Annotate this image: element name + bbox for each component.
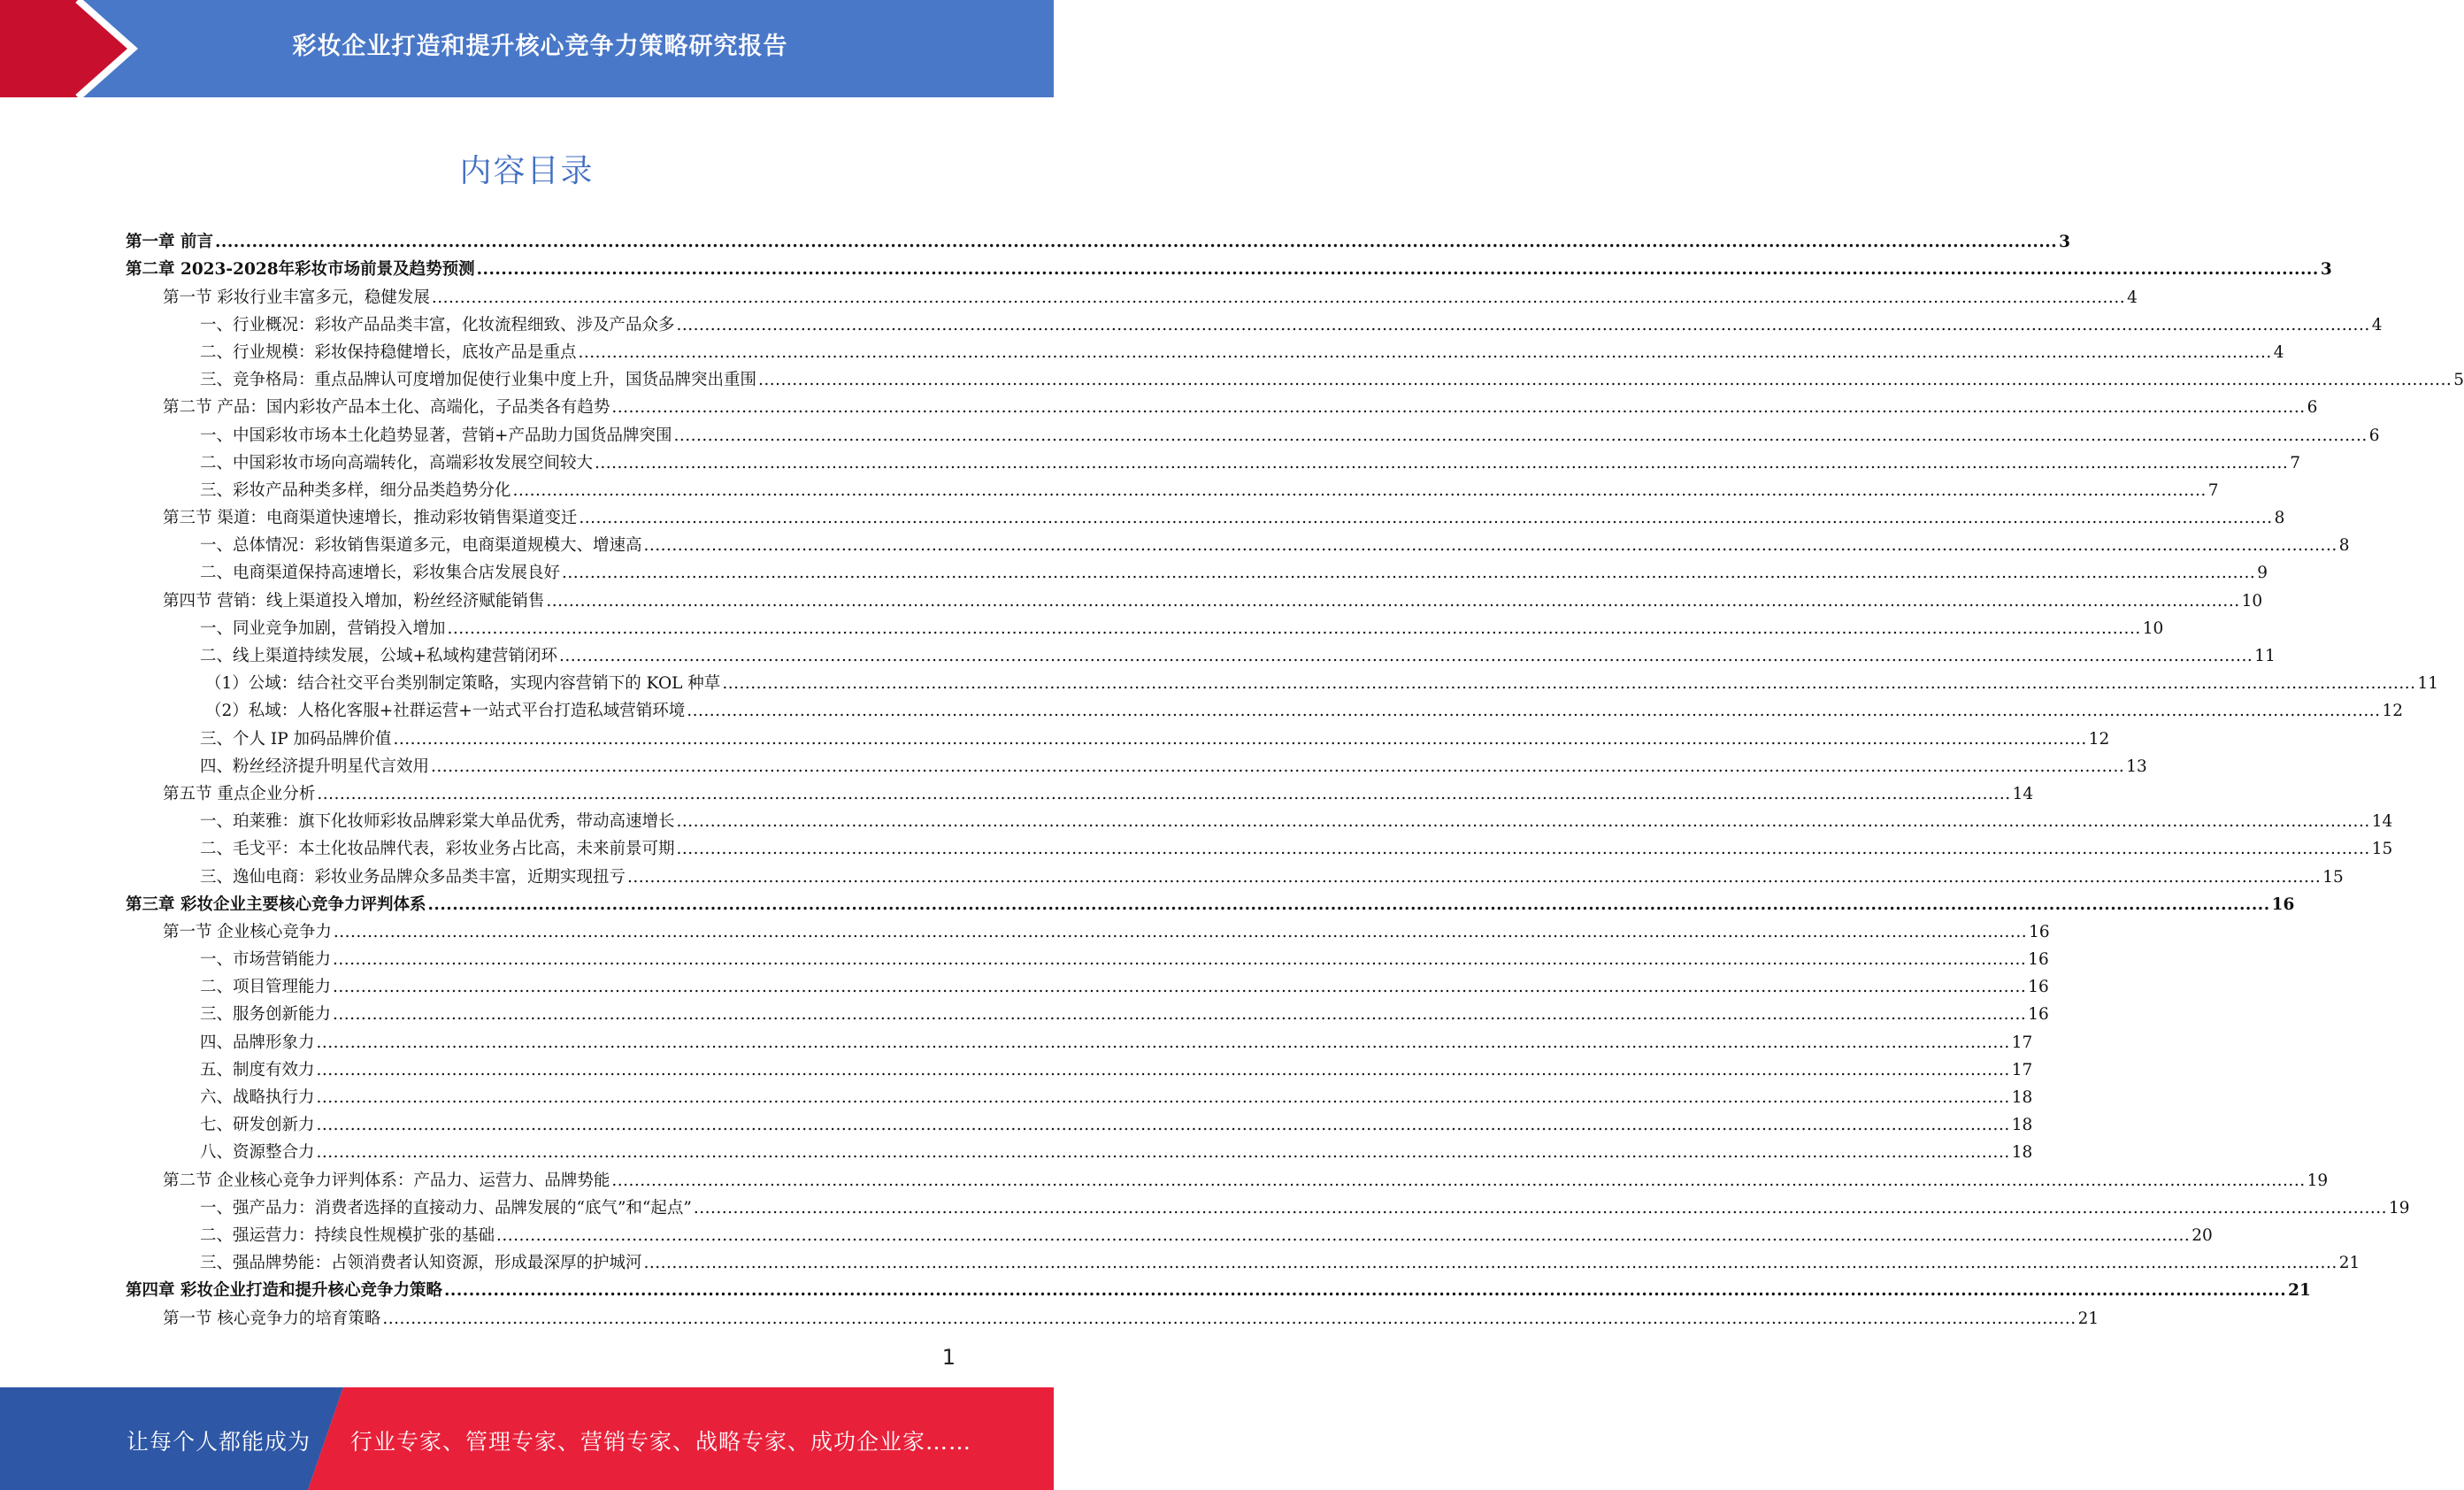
toc-entry-page: 5 [2453, 371, 2464, 390]
toc-entry-title: 四、粉丝经济提升明星代言效用 [200, 757, 430, 776]
toc-entry-title: 第三章 彩妆企业主要核心竞争力评判体系 [126, 895, 426, 914]
toc-leader-dots: ............................................................................................................................................................................................................................................................................................................ [316, 1060, 2010, 1079]
page-number: 1 [941, 1345, 956, 1370]
toc-entry-title: 一、总体情况：彩妆销售渠道多元，电商渠道规模大、增速高 [200, 536, 642, 556]
toc-entry-title: 二、强运营力：持续良性规模扩张的基础 [200, 1225, 495, 1245]
toc-leader-dots: ............................................................................................................................................................................................................................................................................................................ [693, 1198, 2388, 1217]
toc-entry[interactable] [126, 1108, 2033, 1135]
toc-entry-title: 四、品牌形象力 [200, 1033, 315, 1052]
toc-entry[interactable] [126, 280, 2138, 307]
toc-leader-dots: ............................................................................................................................................................................................................................................................................................................ [676, 812, 2370, 832]
toc-entry[interactable] [126, 363, 2464, 390]
toc-entry-page: 9 [2257, 564, 2268, 583]
toc-entry-title: 二、中国彩妆市场向高端转化，高端彩妆发展空间较大 [200, 453, 594, 472]
toc-leader-dots: ............................................................................................................................................................................................................................................................................................................ [627, 867, 2322, 887]
toc-entry[interactable] [126, 777, 2034, 804]
toc-leader-dots: ............................................................................................................................................................................................................................................................................................................ [333, 922, 2028, 941]
toc-entry-title: 三、个人 IP 加码品牌价值 [200, 729, 392, 749]
toc-leader-dots: ............................................................................................................................................................................................................................................................................................................ [579, 509, 2273, 528]
toc-entry[interactable] [126, 308, 2383, 335]
toc-entry-title: 一、市场营销能力 [200, 950, 332, 970]
toc-entry-page: 16 [2028, 950, 2049, 970]
toc-entry[interactable] [126, 583, 2263, 611]
toc-entry[interactable] [126, 859, 2344, 887]
toc-entry-page: 15 [2322, 867, 2344, 887]
toc-entry-title: 七、研发创新力 [200, 1116, 315, 1135]
toc-entry-title: 三、强品牌势能：占领消费者认知资源，形成最深厚的护城河 [200, 1254, 642, 1273]
toc-entry-page: 16 [2028, 1005, 2049, 1025]
toc-entry-title: 二、电商渠道保持高速增长，彩妆集合店发展良好 [200, 564, 561, 583]
toc-entry[interactable] [126, 721, 2110, 749]
toc-entry[interactable] [126, 942, 2049, 970]
toc-entry-title: 二、行业规模：彩妆保持稳健增长，底妆产品是重点 [200, 342, 577, 362]
toc-entry-page: 8 [2338, 536, 2350, 556]
toc-leader-dots: ............................................................................................................................................................................................................................................................................................................ [333, 1005, 2027, 1025]
toc-entry-title: 第四章 彩妆企业打造和提升核心竞争力策略 [126, 1281, 442, 1301]
toc-leader-dots: ............................................................................................................................................................................................................................................................................................................ [333, 950, 2027, 970]
toc-leader-dots: ............................................................................................................................................................................................................................................................................................................ [431, 757, 2125, 776]
toc-entry-page: 17 [2011, 1033, 2033, 1052]
toc-entry[interactable] [126, 390, 2318, 418]
toc-entry[interactable] [126, 225, 2071, 252]
toc-entry-title: 第五节 重点企业分析 [163, 784, 316, 803]
toc-entry[interactable] [126, 1025, 2033, 1052]
toc-leader-dots: ............................................................................................................................................................................................................................................................................................................ [562, 564, 2256, 583]
toc-leader-dots: ............................................................................................................................................................................................................................................................................................................ [447, 618, 2141, 638]
toc-entry-page: 10 [2241, 591, 2263, 611]
toc-entry-page: 21 [2077, 1309, 2099, 1328]
toc-leader-dots: ............................................................................................................................................................................................................................................................................................................ [496, 1225, 2191, 1245]
toc-entry[interactable] [126, 804, 2393, 832]
toc-entry[interactable] [126, 1246, 2360, 1273]
toc-leader-dots: ............................................................................................................................................................................................................................................................................................................ [333, 978, 2027, 997]
toc-entry-title: 第一节 企业核心竞争力 [163, 922, 332, 941]
toc-entry-title: 三、彩妆产品种类多样，细分品类趋势分化 [200, 480, 511, 500]
toc-leader-dots: ............................................................................................................................................................................................................................................................................................................ [546, 591, 2240, 611]
toc-entry[interactable] [126, 501, 2285, 528]
toc-entry-page: 6 [2368, 426, 2380, 445]
toc-entry-page: 18 [2011, 1143, 2033, 1163]
toc-entry-page: 18 [2011, 1116, 2033, 1135]
toc-entry-page: 21 [2338, 1254, 2360, 1273]
toc-entry[interactable] [126, 1301, 2099, 1328]
toc-entry[interactable] [126, 915, 2050, 942]
toc-entry-page: 13 [2126, 757, 2147, 776]
toc-entry-page: 7 [2207, 480, 2219, 500]
toc-entry[interactable] [126, 694, 2404, 721]
toc-entry-title: 第二节 产品：国内彩妆产品本土化、高端化，子品类各有趋势 [163, 398, 610, 418]
toc-entry[interactable] [126, 473, 2219, 501]
toc-entry-title: 第二章 2023-2028年彩妆市场前景及趋势预测 [126, 260, 475, 280]
toc-leader-dots: ............................................................................................................................................................................................................................................................................................................ [316, 1143, 2010, 1163]
table-of-contents [126, 225, 2464, 1329]
toc-leader-dots: ............................................................................................................................................................................................................................................................................................................ [316, 1116, 2010, 1135]
toc-entry-title: 第一章 前言 [126, 233, 213, 252]
toc-entry-page: 3 [2320, 260, 2332, 280]
toc-entry-page: 18 [2011, 1088, 2033, 1107]
toc-entry-title: 一、强产品力：消费者选择的直接动力、品牌发展的“底气”和“起点” [200, 1198, 692, 1217]
toc-leader-dots: ............................................................................................................................................................................................................................................................................................................ [382, 1309, 2076, 1328]
toc-entry[interactable] [126, 556, 2268, 583]
toc-entry-page: 11 [2254, 647, 2276, 665]
toc-entry[interactable] [126, 1135, 2033, 1163]
page-header [0, 0, 1054, 97]
toc-leader-dots: ............................................................................................................................................................................................................................................................................................................ [595, 453, 2289, 472]
toc-leader-dots: ............................................................................................................................................................................................................................................................................................................ [427, 895, 2270, 914]
toc-leader-dots: ............................................................................................................................................................................................................................................................................................................ [214, 233, 2058, 252]
toc-entry[interactable] [126, 446, 2300, 473]
toc-leader-dots: ............................................................................................................................................................................................................................................................................................................ [611, 398, 2306, 418]
toc-entry[interactable] [126, 749, 2147, 777]
toc-entry[interactable] [126, 639, 2276, 666]
toc-entry-title: 二、毛戈平：本土化妆品牌代表，彩妆业务占比高，未来前景可期 [200, 840, 675, 859]
toc-entry-title: 六、战略执行力 [200, 1088, 315, 1107]
toc-entry-page: 4 [2371, 315, 2383, 334]
toc-leader-dots: ............................................................................................................................................................................................................................................................................................................ [722, 674, 2416, 694]
toc-leader-dots: ............................................................................................................................................................................................................................................................................................................ [393, 729, 2087, 749]
toc-leader-dots: ............................................................................................................................................................................................................................................................................................................ [643, 536, 2337, 556]
toc-entry-page: 17 [2011, 1060, 2033, 1079]
toc-heading: 内容目录 [459, 153, 595, 189]
toc-entry[interactable] [126, 666, 2439, 694]
toc-entry-page: 19 [2307, 1171, 2329, 1190]
toc-leader-dots: ............................................................................................................................................................................................................................................................................................................ [676, 840, 2370, 859]
toc-entry-page: 14 [2371, 812, 2393, 832]
toc-leader-dots: ............................................................................................................................................................................................................................................................................................................ [758, 371, 2452, 390]
toc-entry-title: 二、项目管理能力 [200, 978, 332, 997]
toc-leader-dots: ............................................................................................................................................................................................................................................................................................................ [643, 1254, 2337, 1273]
toc-entry-page: 12 [2382, 702, 2404, 721]
toc-entry[interactable] [126, 1080, 2033, 1108]
toc-entry-page: 8 [2274, 509, 2285, 528]
toc-entry[interactable] [126, 611, 2164, 639]
toc-entry-title: 第三节 渠道：电商渠道快速增长，推动彩妆销售渠道变迁 [163, 509, 578, 528]
toc-entry-page: 3 [2059, 233, 2071, 252]
toc-entry-page: 10 [2142, 618, 2164, 638]
toc-entry-title: 一、行业概况：彩妆产品品类丰富，化妆流程细致、涉及产品众多 [200, 315, 675, 334]
toc-leader-dots: ............................................................................................................................................................................................................................................................................................................ [611, 1171, 2306, 1190]
toc-entry-title: 一、同业竞争加剧，营销投入增加 [200, 618, 446, 638]
toc-entry-title: 三、逸仙电商：彩妆业务品牌众多品类丰富，近期实现扭亏 [200, 867, 626, 887]
toc-entry-title: 第一节 彩妆行业丰富多元，稳健发展 [163, 288, 430, 307]
toc-entry[interactable] [126, 832, 2393, 859]
toc-entry-title: （1）公域：结合社交平台类别制定策略，实现内容营销下的 KOL 种草 [205, 674, 721, 694]
toc-entry-title: 八、资源整合力 [200, 1143, 315, 1163]
toc-leader-dots: ............................................................................................................................................................................................................................................................................................................ [316, 1088, 2010, 1107]
toc-entry-title: （2）私域：人格化客服+社群运营+一站式平台打造私域营销环境 [205, 702, 686, 721]
toc-leader-dots: ............................................................................................................................................................................................................................................................................................................ [431, 288, 2126, 307]
footer-slogan-right: 行业专家、管理专家、营销专家、战略专家、成功企业家…… [350, 1429, 972, 1455]
toc-leader-dots: ............................................................................................................................................................................................................................................................................................................ [687, 702, 2381, 721]
toc-entry-page: 4 [2273, 342, 2284, 362]
toc-entry-page: 16 [2271, 895, 2295, 914]
toc-entry-page: 12 [2088, 729, 2110, 749]
footer-slogan-left: 让每个人都能成为 [127, 1429, 311, 1455]
toc-entry-page: 15 [2371, 840, 2393, 859]
toc-entry-title: 第二节 企业核心竞争力评判体系：产品力、运营力、品牌势能 [163, 1171, 610, 1190]
toc-leader-dots: ............................................................................................................................................................................................................................................................................................................ [512, 480, 2207, 500]
toc-leader-dots: ............................................................................................................................................................................................................................................................................................................ [676, 315, 2370, 334]
toc-entry-page: 11 [2417, 674, 2439, 694]
toc-leader-dots: ............................................................................................................................................................................................................................................................................................................ [559, 647, 2253, 665]
toc-entry[interactable] [126, 252, 2332, 280]
toc-leader-dots: ............................................................................................................................................................................................................................................................................................................ [578, 342, 2272, 362]
toc-entry-page: 6 [2307, 398, 2318, 418]
toc-entry-page: 16 [2028, 978, 2049, 997]
toc-entry[interactable] [126, 335, 2284, 363]
toc-entry-page: 20 [2192, 1225, 2213, 1245]
toc-entry-title: 三、服务创新能力 [200, 1005, 332, 1025]
toc-entry[interactable] [126, 1218, 2213, 1246]
toc-entry[interactable] [126, 418, 2380, 445]
toc-entry-page: 7 [2290, 453, 2300, 472]
toc-entry-title: 第四节 营销：线上渠道投入增加，粉丝经济赋能销售 [163, 591, 545, 611]
toc-entry[interactable] [126, 970, 2049, 997]
toc-entry[interactable] [126, 997, 2049, 1025]
toc-leader-dots: ............................................................................................................................................................................................................................................................................................................ [673, 426, 2368, 445]
toc-entry[interactable] [126, 1191, 2410, 1218]
toc-entry[interactable] [126, 528, 2350, 556]
toc-entry-title: 二、线上渠道持续发展，公域+私域构建营销闭环 [200, 647, 558, 665]
toc-entry[interactable] [126, 1163, 2329, 1190]
toc-entry-page: 16 [2029, 922, 2050, 941]
toc-entry-title: 五、制度有效力 [200, 1060, 315, 1079]
toc-entry-page: 14 [2012, 784, 2034, 803]
toc-entry-title: 一、珀莱雅：旗下化妆师彩妆品牌彩棠大单品优秀，带动高速增长 [200, 812, 675, 832]
toc-entry-page: 19 [2389, 1198, 2410, 1217]
toc-entry-page: 21 [2288, 1281, 2311, 1301]
toc-entry[interactable] [126, 1053, 2033, 1080]
toc-entry-title: 一、中国彩妆市场本土化趋势显著，营销+产品助力国货品牌突围 [200, 426, 672, 445]
toc-entry[interactable] [126, 887, 2295, 915]
toc-entry[interactable] [126, 1273, 2311, 1301]
toc-entry-page: 4 [2127, 288, 2138, 307]
toc-leader-dots: ............................................................................................................................................................................................................................................................................................................ [317, 784, 2011, 803]
page-footer [0, 1387, 1054, 1490]
toc-entry-title: 三、竞争格局：重点品牌认可度增加促使行业集中度上升，国货品牌突出重围 [200, 371, 757, 390]
toc-leader-dots: ............................................................................................................................................................................................................................................................................................................ [443, 1281, 2287, 1301]
report-title: 彩妆企业打造和提升核心竞争力策略研究报告 [292, 33, 788, 60]
toc-leader-dots: ............................................................................................................................................................................................................................................................................................................ [316, 1033, 2010, 1052]
toc-entry-title: 第一节 核心竞争力的培育策略 [163, 1309, 381, 1328]
toc-leader-dots: ............................................................................................................................................................................................................................................................................................................ [476, 260, 2319, 280]
